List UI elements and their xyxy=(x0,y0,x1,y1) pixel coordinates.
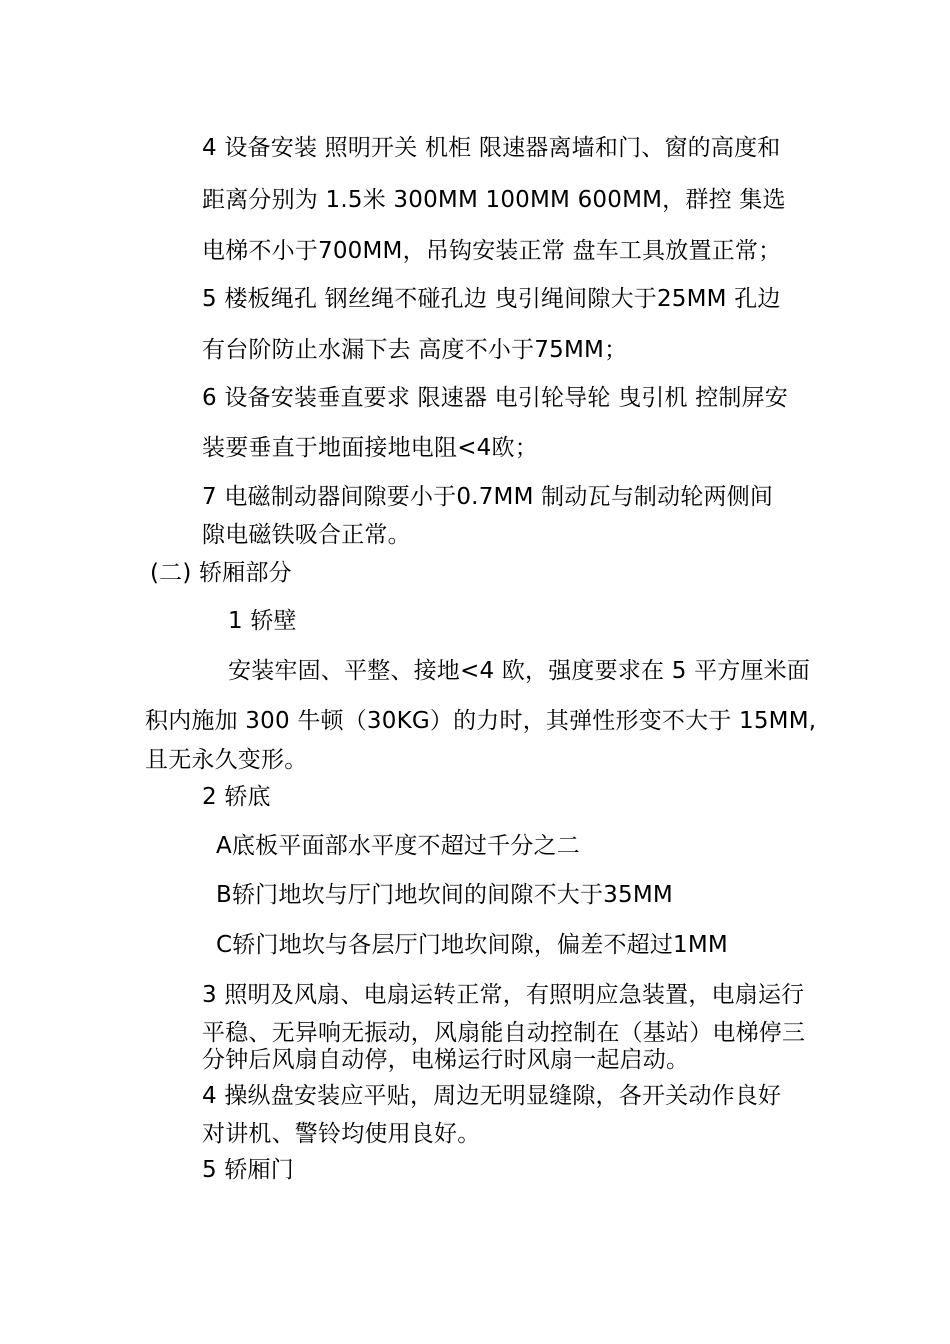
list-item: B轿门地坎与厅门地坎间的间隙不大于35MM xyxy=(216,882,673,908)
subsection-heading: 1 轿壁 xyxy=(228,608,297,634)
text-line: 7 电磁制动器间隙要小于0.7MM 制动瓦与制动轮两侧间 xyxy=(202,484,774,510)
text-line: 积内施加 300 牛顿（30KG）的力时，其弹性形变不大于 15MM, xyxy=(145,708,817,734)
text-line: 4 设备安装 照明开关 机柜 限速器离墙和门、窗的高度和 xyxy=(202,135,781,161)
section-heading: (二) 轿厢部分 xyxy=(150,560,292,586)
text-line: 6 设备安装垂直要求 限速器 电引轮导轮 曳引机 控制屏安 xyxy=(202,385,788,411)
subsection-heading: 2 轿底 xyxy=(202,784,271,810)
text-line: 平稳、无异响无振动，风扇能自动控制在（基站）电梯停三 xyxy=(202,1020,806,1046)
text-line: 3 照明及风扇、电扇运转正常，有照明应急装置，电扇运行 xyxy=(202,982,805,1008)
text-line: 安装牢固、平整、接地<4 欧，强度要求在 5 平方厘米面 xyxy=(228,658,811,684)
text-line: 距离分别为 1.5米 300MM 100MM 600MM，群控 集选 xyxy=(202,187,786,213)
text-line: 装要垂直于地面接地电阻<4欧； xyxy=(202,435,538,461)
list-item: C轿门地坎与各层厅门地坎间隙，偏差不超过1MM xyxy=(216,932,728,958)
text-line: 有台阶防止水漏下去 高度不小于75MM； xyxy=(202,337,628,363)
text-line: 对讲机、警铃均使用良好。 xyxy=(202,1121,481,1147)
text-line: 5 楼板绳孔 钢丝绳不碰孔边 曳引绳间隙大于25MM 孔边 xyxy=(202,286,781,312)
text-line: 隙电磁铁吸合正常。 xyxy=(202,522,411,548)
text-line: 分钟后风扇自动停，电梯运行时风扇一起启动。 xyxy=(202,1047,690,1073)
text-line: 且无永久变形。 xyxy=(145,747,308,773)
list-item: A底板平面部水平度不超过千分之二 xyxy=(216,833,580,859)
text-line: 4 操纵盘安装应平贴，周边无明显缝隙，各开关动作良好 xyxy=(202,1083,782,1109)
subsection-heading: 5 轿厢门 xyxy=(202,1157,294,1183)
text-line: 电梯不小于700MM，吊钩安装正常 盘车工具放置正常； xyxy=(202,238,782,264)
